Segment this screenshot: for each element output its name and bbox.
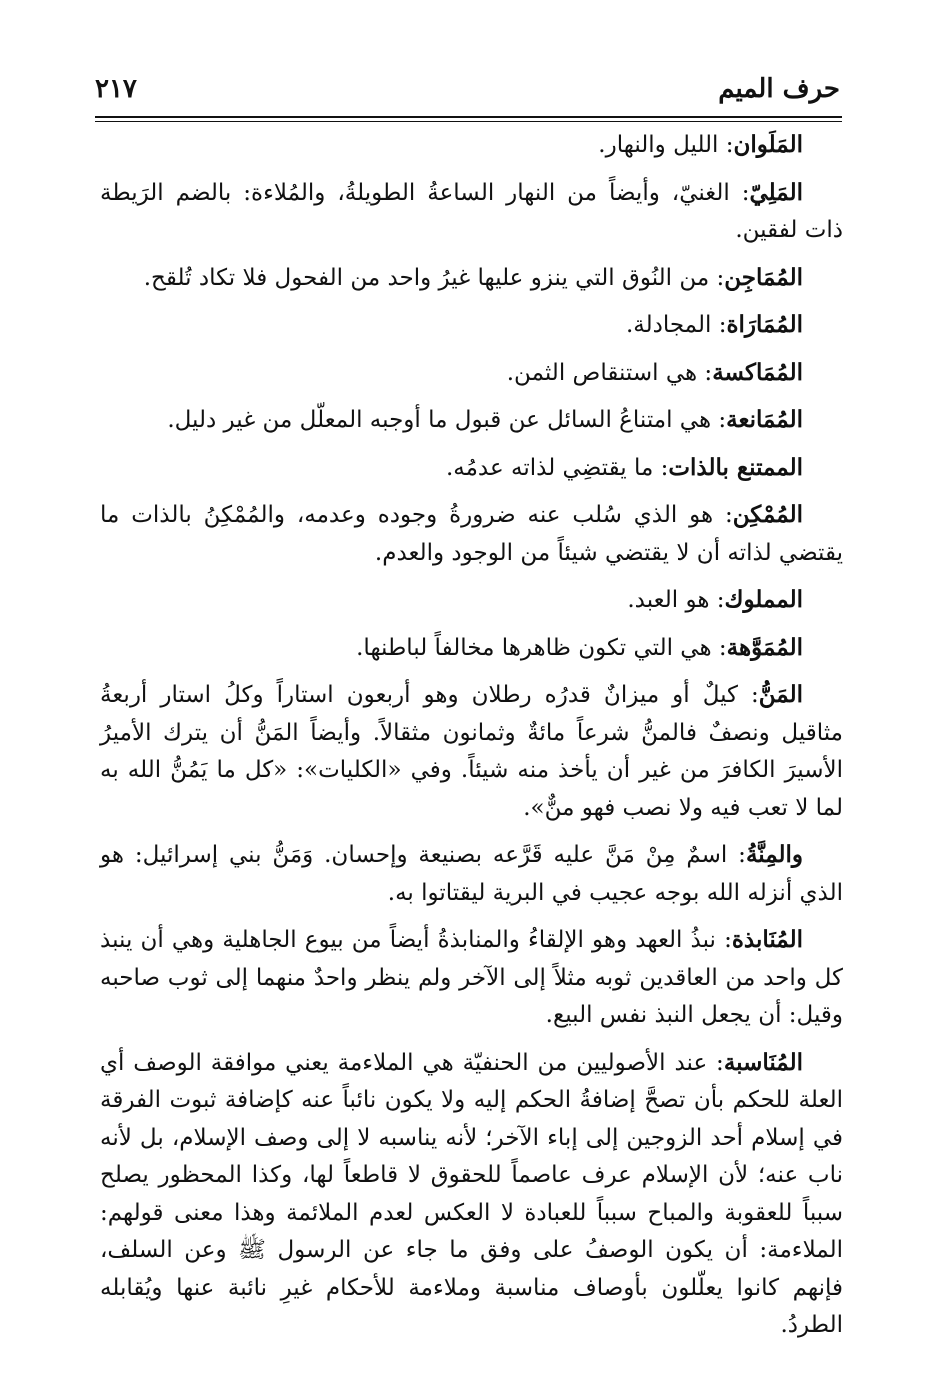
entry-mumanaa: المُمَانعة: هي امتناعُ السائل عن قبول ما أوجبه المعلّل من غير دليل. (167, 406, 803, 433)
entry-mumawwaha: المُمَوَّهة: هي التي تكون ظاهرها مخالفاً لباطنها. (356, 633, 803, 661)
entry-definition: نبذُ العهد وهو الإلقاءُ والمنابذةُ أيضاً من بيوع الجاهلية وهي أن ينبذ كل واحد من العاقدين ثوبه مثلاً إلى الآخر ولم ينظر واحدٌ منهما إلى ثوب صاحبه وقيل: أن يجعل النبذ نفس البيع. (100, 927, 843, 1028)
page-body (100, 126, 843, 1354)
entry-term: المُمَاكسة (712, 358, 803, 386)
entry-term: المُمَارَاة (726, 311, 803, 338)
entry-definition: من النُوق التي ينزو عليها غيرُ واحد من الفحول فلا تكاد تُلقح. (143, 264, 710, 291)
entry-term: المَنُّ (758, 681, 803, 708)
entry-munabadha: المُنَابذة: نبذُ العهد وهو الإلقاءُ والمنابذةُ أيضاً من بيوع الجاهلية وهي أن ينبذ كل واحد من العاقدين ثوبه مثلاً إلى الآخر ولم ينظر واحدٌ منهما إلى ثوب صاحبه وقيل: أن يجعل النبذ نفس البيع. (100, 926, 843, 1028)
entry-malawan: المَلَوان: الليل والنهار. (598, 131, 803, 158)
entry-term: المُنَابذة (731, 926, 803, 953)
chapter-title: حرف الميم (718, 74, 840, 104)
entry-term: المُنَاسبة (723, 1048, 803, 1076)
entry-definition: اسمٌ مِنْ مَنَّ عليه قَرَّعه بصنيعة وإحسان. وَمَنُّ بني إسرائيل: هو الذي أنزله الله بوجه عجيب في البرية ليقتاتوا به. (100, 842, 843, 906)
entry-mumajin: المُمَاجِن: من النُوق التي ينزو عليها غيرُ واحد من الفحول فلا تكاد تُلقح. (143, 263, 803, 291)
entry-definition: ما يقتضِي لذاته عدمُه. (445, 454, 654, 481)
entry-mumakasa: المُمَاكسة: هي استنقاص الثمن. (506, 358, 803, 386)
entry-definition: هو العبد. (627, 587, 710, 613)
entry-mumkin: المُمْكِن: هو الذي سُلب عنه ضرورةُ وجوده وعدمه، والمُمْكِنُ بالذات ما يقتضي لذاته أن لا يقتضي شيئاً من الوجود والعدم. (100, 501, 843, 566)
header-rule-thick (95, 116, 842, 118)
entry-term: المُمَوَّهة (726, 633, 803, 661)
entry-mann: المَنُّ: كيلٌ أو ميزانٌ قدرُه رطلان وهو أربعون استاراً وكلُ استار أربعةُ مثاقيل ونصفٌ فالمنُّ شرعاً مائةٌ وثمانون مثقالاً. وأيضاً المَنُّ أن يترك الأميرُ الأسيرَ الكافرَ من غير أن يأخذ منه شيئاً. وفي «الكليات»: «كل ما يَمُنُّ الله به لما لا تعب فيه ولا نصب فهو منٌّ». (100, 681, 843, 821)
entry-maliyy: المَلِيّ: الغنيّ، وأيضاً من النهار الساعةُ الطويلةُ، والمُلاءة: بالضم الرَيطة ذات لفقين. (100, 178, 843, 243)
entry-definition: هي التي تكون ظاهرها مخالفاً لباطنها. (356, 634, 712, 661)
entry-definition: هي استنقاص الثمن. (506, 359, 698, 386)
entry-term: المَلِيّ (749, 178, 803, 206)
entry-term: المُمَاجِن (724, 263, 803, 291)
entry-definition: هو الذي سُلب عنه ضرورةُ وجوده وعدمه، والمُمْكِنُ بالذات ما يقتضي لذاته أن لا يقتضي شيئاً من الوجود والعدم. (100, 502, 843, 566)
entry-term: المُمْكِن (732, 501, 803, 528)
entry-munasaba: المُنَاسبة: عند الأصوليين من الحنفيّة هي الملاءمة يعني موافقة الوصف أي العلة للحكم بأن تصحَّ إضافةُ الحكم إليه ولا يكون نائباً عنه كإضافة ثبوت الفرقة في إسلام أحد الزوجين إلى إباء الآخر؛ لأنه يناسبه لا إلى وصف الإسلام، بل لأنه ناب عنه؛ لأن الإسلام عرف عاصماً للحقوق لا قاطعاً لها، وكذا المحظور يصلح سبباً للعقوبة والمباح سبباً للعبادة لا العكس لعدم الملائمة وهذا معنى قولهم: الملاءمة: أن يكون الوصفُ على وفق ما جاء عن الرسول ﷺ وعن السلف، فإنهم كانوا يعلّلون بأوصاف مناسبة وملاءمة للأحكام غيرِ نائبة عنها ويُقابله الطردُ. (100, 1048, 843, 1338)
entry-definition: الغنيّ، وأيضاً من النهار الساعةُ الطويلةُ، والمُلاءة: بالضم الرَيطة ذات لفقين. (100, 179, 843, 243)
entry-definition: عند الأصوليين من الحنفيّة هي الملاءمة يعني موافقة الوصف أي العلة للحكم بأن تصحَّ إضافةُ الحكم إليه ولا يكون نائباً عنه كإضافة ثبوت الفرقة في إسلام أحد الزوجين إلى إباء الآخر؛ لأنه يناسبه لا إلى وصف الإسلام، بل لأنه ناب عنه؛ لأن الإسلام عرف عاصماً للحقوق لا قاطعاً لها، وكذا المحظور يصلح سبباً للعقوبة والمباح سبباً للعبادة لا العكس لعدم الملائمة وهذا معنى قولهم: الملاءمة: أن يكون الوصفُ على وفق ما جاء عن الرسول ﷺ وعن السلف، فإنهم كانوا يعلّلون بأوصاف مناسبة وملاءمة للأحكام غيرِ نائبة عنها ويُقابله الطردُ. (100, 1049, 843, 1338)
entry-minna: والمِنَّةُ: اسمٌ مِنْ مَنَّ عليه قَرَّعه بصنيعة وإحسان. وَمَنُّ بني إسرائيل: هو الذي أنزله الله بوجه عجيب في البرية ليقتاتوا به. (100, 841, 843, 906)
entry-definition: كيلٌ أو ميزانٌ قدرُه رطلان وهو أربعون استاراً وكلُ استار أربعةُ مثاقيل ونصفٌ فالمنُّ شرعاً مائةٌ وثمانون مثقالاً. وأيضاً المَنُّ أن يترك الأميرُ الأسيرَ الكافرَ من غير أن يأخذ منه شيئاً. وفي «الكليات»: «كل ما يَمُنُّ الله به لما لا تعب فيه ولا نصب فهو منٌّ». (100, 682, 843, 821)
entry-definition: المجادلة. (625, 312, 712, 338)
page-number: ٢١٧ (95, 74, 137, 104)
entry-term: المملوك (724, 586, 803, 613)
entry-term: المَلَوان (733, 131, 803, 158)
page-header (95, 72, 840, 112)
entry-mumtani-bidhat: الممتنع بالذات: ما يقتضِي لذاته عدمُه. (445, 453, 803, 481)
entry-definition: الليل والنهار. (598, 132, 719, 158)
entry-definition: هي امتناعُ السائل عن قبول ما أوجبه المعلّل من غير دليل. (167, 407, 712, 433)
entry-mumarat: المُمَارَاة: المجادلة. (625, 311, 803, 338)
entry-mamluk: المملوك: هو العبد. (627, 586, 803, 613)
entry-term: المُمَانعة (726, 406, 803, 433)
header-rule-thin (95, 121, 842, 122)
entry-term: الممتنع بالذات (668, 453, 803, 481)
entry-term: والمِنَّةُ (745, 841, 804, 868)
